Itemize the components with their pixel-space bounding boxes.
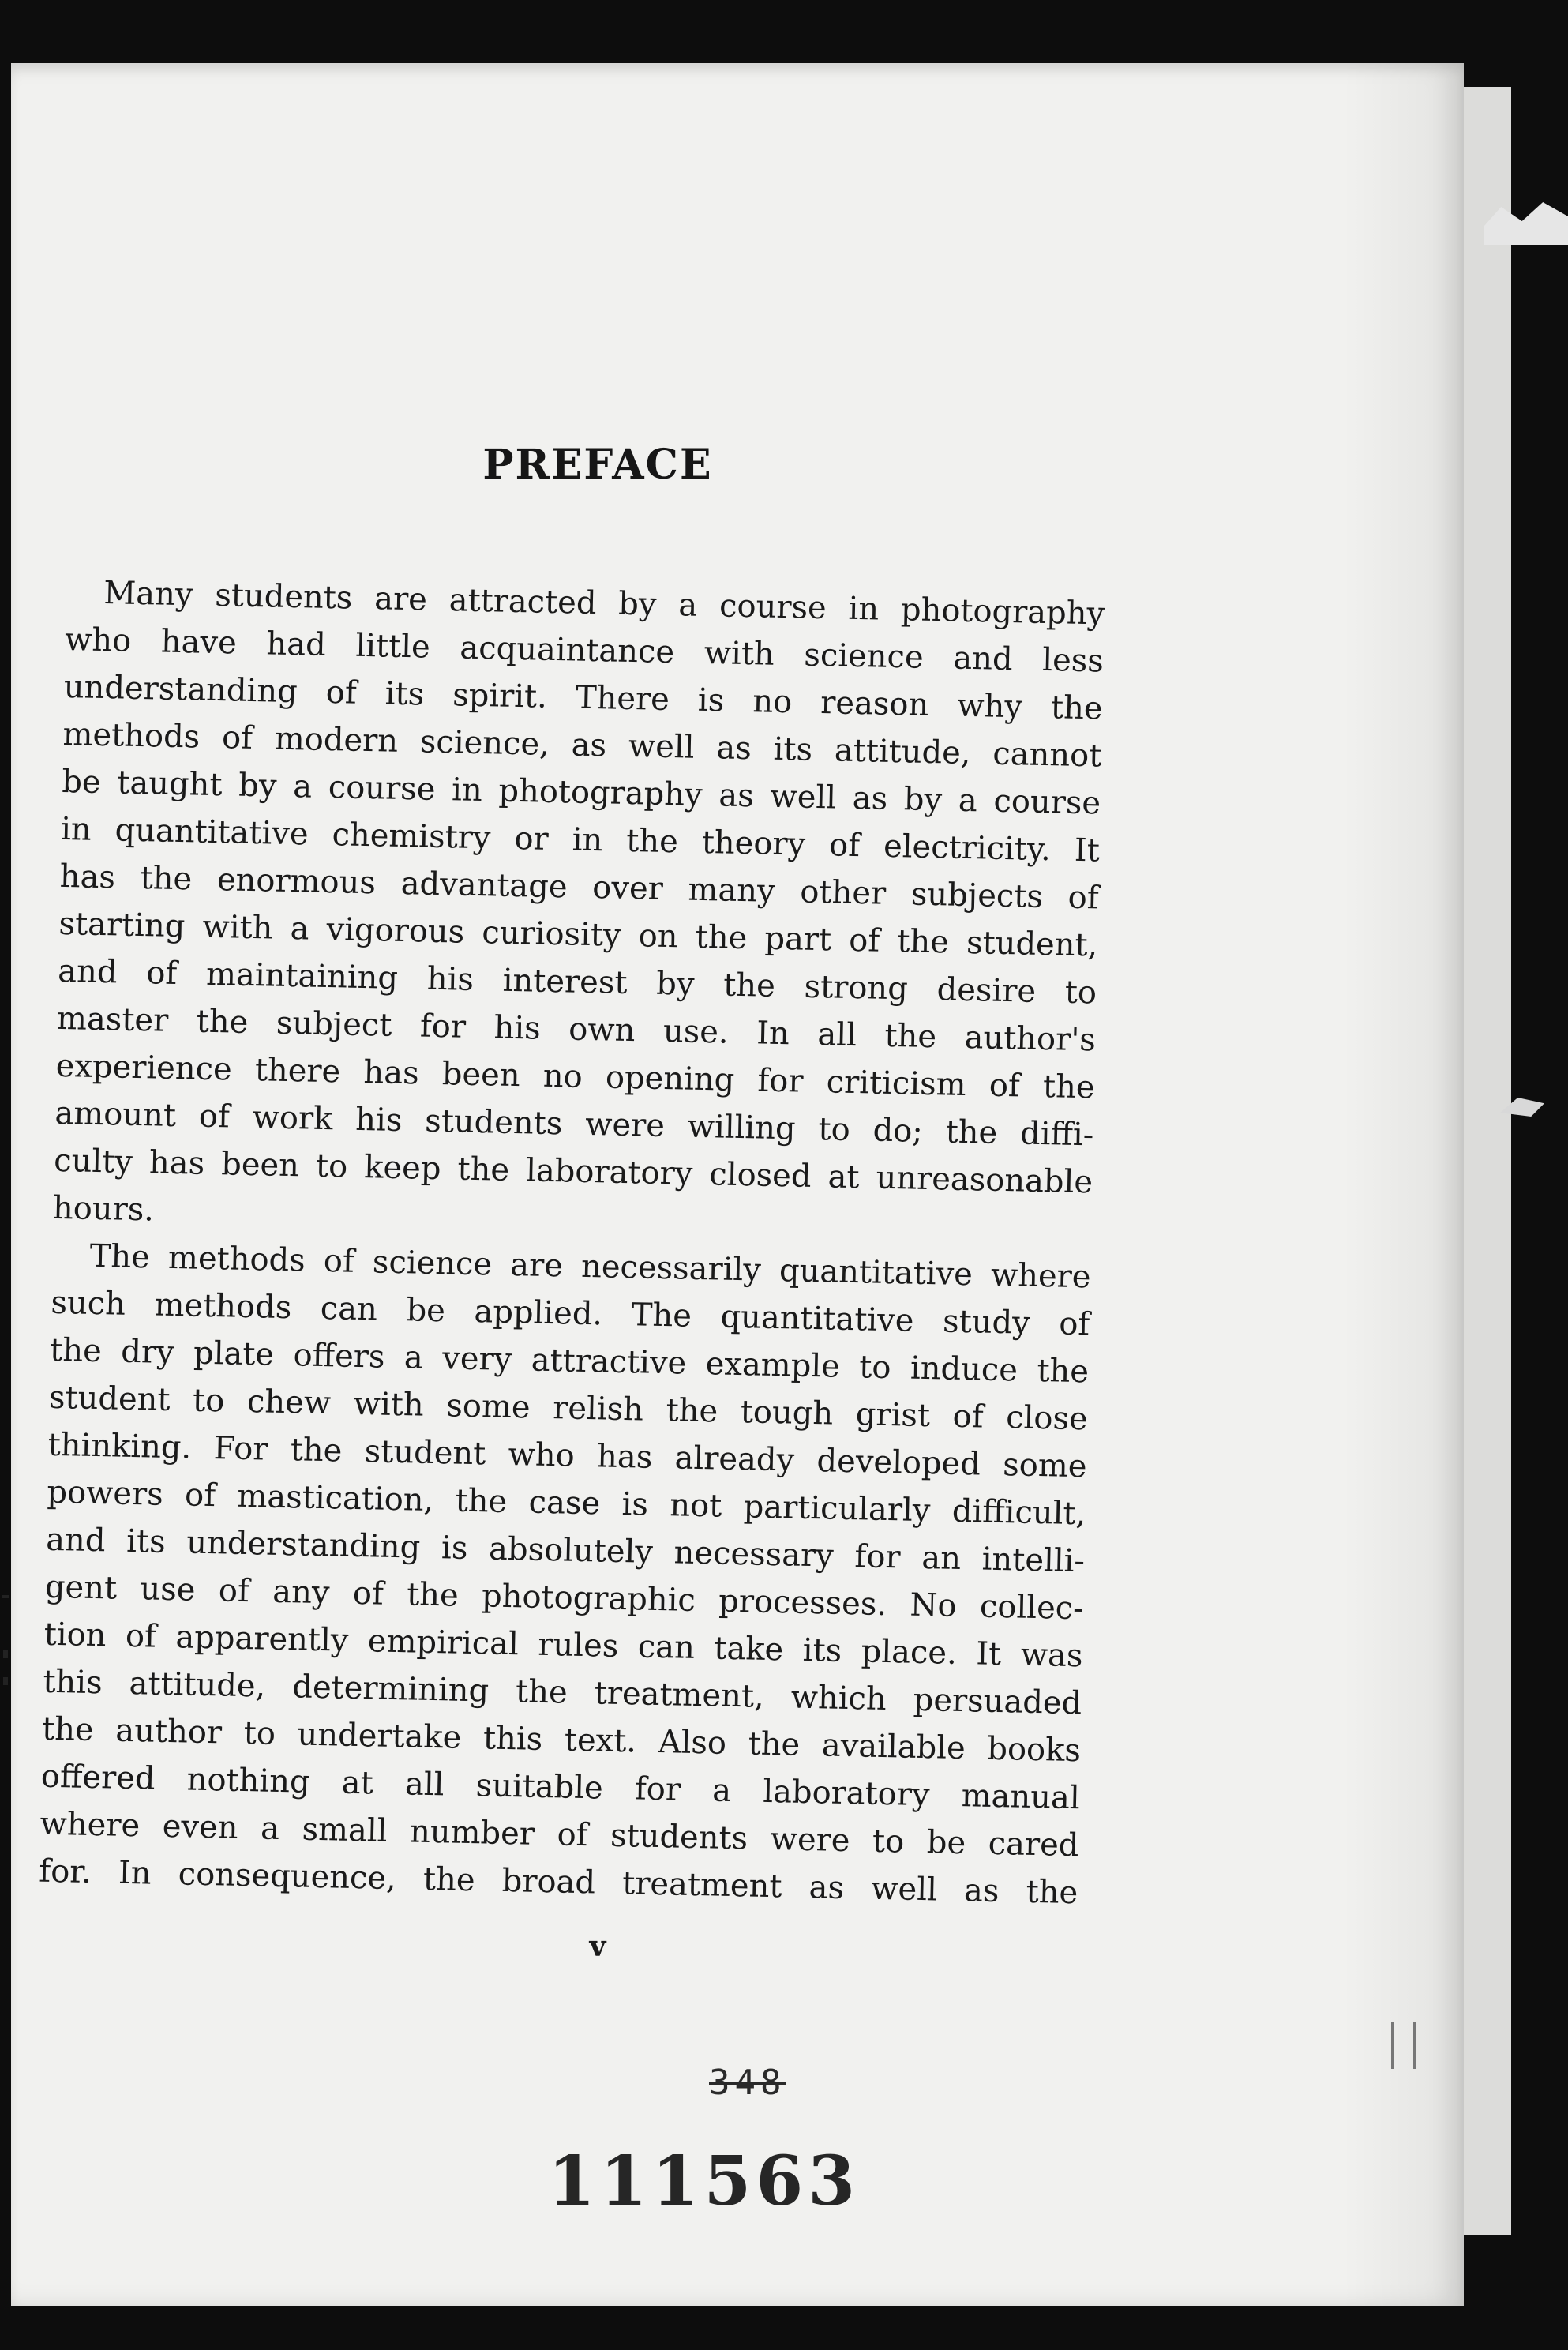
- body-text: [39, 569, 1105, 1916]
- struck-through-number: 348: [709, 2063, 786, 2103]
- text-line: where even a small number of students were to be cared: [39, 1805, 1079, 1864]
- text-line: offered nothing at all suitable for a laboratory manual: [40, 1758, 1081, 1817]
- text-line: master the subject for his own use. In all the author's: [56, 1000, 1097, 1059]
- text-line: hours.: [52, 1189, 155, 1229]
- margin-mark: [1413, 2022, 1416, 2069]
- text-line: student to chew with some relish the tough grist of close: [48, 1379, 1089, 1438]
- text-line: gent use of any of the photographic processes. No collec-: [44, 1568, 1085, 1627]
- accession-stamp: 111563: [548, 2142, 861, 2221]
- adjacent-page-edge: [1464, 87, 1511, 2235]
- text-line: culty has been to keep the laboratory closed at unreasonable: [53, 1142, 1093, 1201]
- text-line: such methods can be applied. The quantitative study of: [51, 1284, 1090, 1343]
- margin-mark: [3, 1677, 8, 1685]
- margin-mark: [3, 1650, 8, 1658]
- page-title: PREFACE: [482, 441, 713, 489]
- text-line: powers of mastication, the case is not particularly difficult,: [47, 1473, 1086, 1533]
- paragraph: [39, 1232, 1091, 1916]
- text-line: who have had little acquaintance with science and less: [64, 621, 1105, 680]
- text-line: amount of work his students were willing to do; the diffi-: [54, 1094, 1094, 1154]
- page-number: v: [589, 1930, 606, 1963]
- text-line: The methods of science are necessarily quantitative where: [89, 1237, 1091, 1296]
- text-line: tion of apparently empirical rules can take its place. It was: [43, 1616, 1083, 1675]
- margin-mark: [2, 1595, 9, 1598]
- text-line: and of maintaining his interest by the strong desire to: [57, 952, 1097, 1012]
- paragraph: [52, 569, 1105, 1253]
- page-shadow: [1342, 63, 1464, 2306]
- text-line: experience there has been no opening for criticism of the: [55, 1047, 1095, 1106]
- text-line: and its understanding is absolutely necessary for an intelli-: [45, 1521, 1086, 1580]
- text-line: has the enormous advantage over many other subjects of: [59, 858, 1100, 917]
- text-line: in quantitative chemistry or in the theory of electricity. It: [60, 810, 1101, 869]
- text-line: methods of modern science, as well as its attitude, cannot: [62, 715, 1102, 775]
- text-line: understanding of its spirit. There is no reason why the: [63, 668, 1104, 727]
- text-line: the dry plate offers a very attractive example to induce the: [49, 1331, 1090, 1391]
- text-line: thinking. For the student who has already developed some: [47, 1426, 1087, 1485]
- text-line: the author to undertake this text. Also the available books: [41, 1710, 1082, 1770]
- margin-mark: [1391, 2022, 1394, 2069]
- text-line: for. In consequence, the broad treatment as well as the: [38, 1853, 1078, 1912]
- text-line: starting with a vigorous curiosity on the part of the student,: [58, 905, 1098, 964]
- text-line: be taught by a course in photography as well as by a course: [61, 763, 1101, 822]
- text-line: this attitude, determining the treatment, which persuaded: [42, 1663, 1082, 1722]
- text-line: Many students are attracted by a course in photography: [103, 575, 1105, 633]
